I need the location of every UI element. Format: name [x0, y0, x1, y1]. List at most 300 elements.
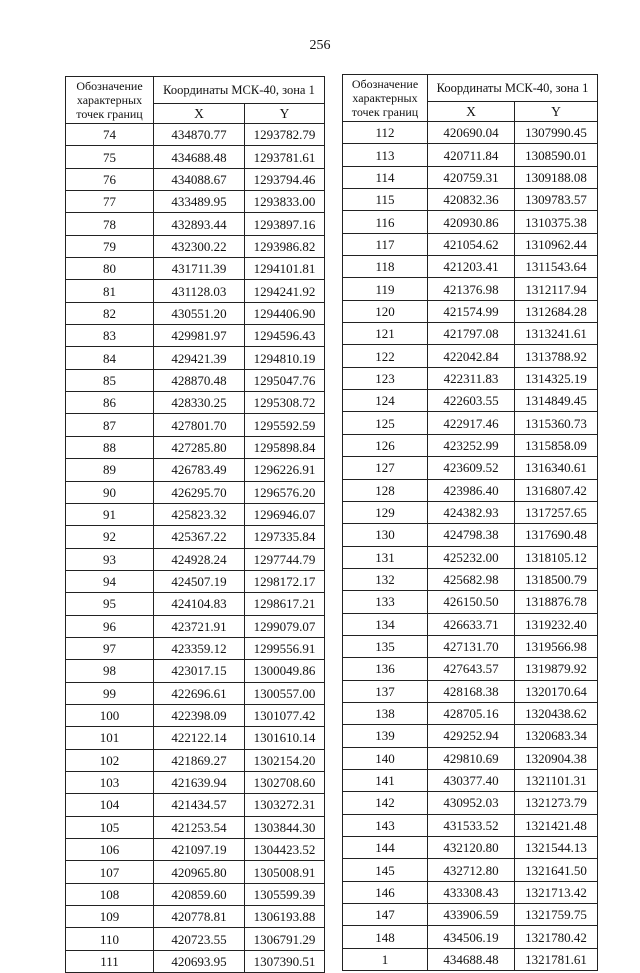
- y-coordinate-cell: 1298617.21: [245, 593, 325, 615]
- x-coordinate-cell: 423721.91: [154, 615, 245, 637]
- x-coordinate-cell: 430551.20: [154, 302, 245, 324]
- y-column-header: Y: [515, 102, 598, 122]
- table-row: [66, 950, 325, 972]
- table-row: [66, 503, 325, 525]
- x-coordinate-cell: 434088.67: [154, 168, 245, 190]
- y-coordinate-cell: 1294406.90: [245, 302, 325, 324]
- x-coordinate-cell: 427801.70: [154, 414, 245, 436]
- point-number-cell: 123: [343, 367, 428, 389]
- point-number-cell: 81: [66, 280, 154, 302]
- x-coordinate-cell: 428168.38: [428, 680, 515, 702]
- point-number-cell: 130: [343, 524, 428, 546]
- table-row: [343, 479, 598, 501]
- x-coordinate-cell: 420832.36: [428, 189, 515, 211]
- y-coordinate-cell: 1293897.16: [245, 213, 325, 235]
- y-coordinate-cell: 1313788.92: [515, 345, 598, 367]
- x-coordinate-cell: 421097.19: [154, 839, 245, 861]
- table-row: [343, 457, 598, 479]
- coordinates-table-right: [342, 74, 598, 971]
- table-row: [66, 414, 325, 436]
- y-coordinate-cell: 1293833.00: [245, 191, 325, 213]
- table-row: [66, 570, 325, 592]
- y-coordinate-cell: 1302708.60: [245, 771, 325, 793]
- y-coordinate-cell: 1301077.42: [245, 704, 325, 726]
- y-coordinate-cell: 1297744.79: [245, 548, 325, 570]
- y-coordinate-cell: 1321641.50: [515, 859, 598, 881]
- point-number-cell: 93: [66, 548, 154, 570]
- coordinates-table-left: [65, 76, 325, 973]
- point-number-cell: 146: [343, 881, 428, 903]
- table-row: [66, 124, 325, 146]
- table-row: [66, 258, 325, 280]
- x-coordinate-cell: 426783.49: [154, 459, 245, 481]
- page-number: 256: [309, 38, 331, 53]
- y-coordinate-cell: 1309188.08: [515, 166, 598, 188]
- x-coordinate-cell: 421434.57: [154, 794, 245, 816]
- x-column-header: X: [428, 102, 515, 122]
- y-coordinate-cell: 1319232.40: [515, 613, 598, 635]
- table-row: [343, 814, 598, 836]
- point-number-cell: 101: [66, 727, 154, 749]
- y-coordinate-cell: 1293986.82: [245, 235, 325, 257]
- point-number-cell: 91: [66, 503, 154, 525]
- table-row: [343, 390, 598, 412]
- x-coordinate-cell: 420723.55: [154, 928, 245, 950]
- point-number-cell: 142: [343, 792, 428, 814]
- table-row: [343, 591, 598, 613]
- point-number-cell: 1: [343, 948, 428, 970]
- x-coordinate-cell: 427131.70: [428, 635, 515, 657]
- x-coordinate-cell: 422042.84: [428, 345, 515, 367]
- table-row: [66, 839, 325, 861]
- table-row: [66, 302, 325, 324]
- y-coordinate-cell: 1304423.52: [245, 839, 325, 861]
- y-coordinate-cell: 1296226.91: [245, 459, 325, 481]
- x-coordinate-cell: 430377.40: [428, 769, 515, 791]
- table-row: [343, 702, 598, 724]
- y-coordinate-cell: 1293781.61: [245, 146, 325, 168]
- y-coordinate-cell: 1294101.81: [245, 258, 325, 280]
- table-row: [343, 323, 598, 345]
- x-coordinate-cell: 424507.19: [154, 570, 245, 592]
- x-coordinate-cell: 432300.22: [154, 235, 245, 257]
- y-coordinate-cell: 1317257.65: [515, 501, 598, 523]
- table-row: [343, 233, 598, 255]
- x-coordinate-cell: 422917.46: [428, 412, 515, 434]
- x-coordinate-cell: 421376.98: [428, 278, 515, 300]
- table-row: [343, 256, 598, 278]
- y-coordinate-cell: 1320170.64: [515, 680, 598, 702]
- x-coordinate-cell: 427643.57: [428, 658, 515, 680]
- y-coordinate-cell: 1316340.61: [515, 457, 598, 479]
- y-coordinate-cell: 1305008.91: [245, 861, 325, 883]
- y-coordinate-cell: 1307390.51: [245, 950, 325, 972]
- x-coordinate-cell: 421797.08: [428, 323, 515, 345]
- point-number-cell: 85: [66, 369, 154, 391]
- y-coordinate-cell: 1306193.88: [245, 906, 325, 928]
- x-coordinate-cell: 426633.71: [428, 613, 515, 635]
- x-column-header: X: [154, 104, 245, 124]
- point-number-cell: 148: [343, 926, 428, 948]
- point-number-cell: 90: [66, 481, 154, 503]
- point-number-cell: 132: [343, 568, 428, 590]
- y-coordinate-cell: 1315360.73: [515, 412, 598, 434]
- x-coordinate-cell: 420778.81: [154, 906, 245, 928]
- point-number-cell: 84: [66, 347, 154, 369]
- x-coordinate-cell: 425682.98: [428, 568, 515, 590]
- x-coordinate-cell: 431533.52: [428, 814, 515, 836]
- point-label-header: Обозначение характерных точек границ: [66, 77, 154, 124]
- table-row: [343, 345, 598, 367]
- y-coordinate-cell: 1300557.00: [245, 682, 325, 704]
- table-row: [343, 926, 598, 948]
- table-row: [343, 367, 598, 389]
- x-coordinate-cell: 429810.69: [428, 747, 515, 769]
- y-coordinate-cell: 1314325.19: [515, 367, 598, 389]
- point-number-cell: 127: [343, 457, 428, 479]
- table-row: [343, 144, 598, 166]
- y-coordinate-cell: 1308590.01: [515, 144, 598, 166]
- table-row: [66, 347, 325, 369]
- table-row: [66, 704, 325, 726]
- point-number-cell: 100: [66, 704, 154, 726]
- point-number-cell: 140: [343, 747, 428, 769]
- x-coordinate-cell: 429421.39: [154, 347, 245, 369]
- x-coordinate-cell: 431128.03: [154, 280, 245, 302]
- point-number-cell: 139: [343, 725, 428, 747]
- point-number-cell: 104: [66, 794, 154, 816]
- table-row: [343, 546, 598, 568]
- table-row: [343, 948, 598, 970]
- point-number-cell: 138: [343, 702, 428, 724]
- point-number-cell: 111: [66, 950, 154, 972]
- x-coordinate-cell: 420690.04: [428, 122, 515, 144]
- point-label-header: Обозначение характерных точек границ: [343, 75, 428, 122]
- y-coordinate-cell: 1293794.46: [245, 168, 325, 190]
- y-coordinate-cell: 1319566.98: [515, 635, 598, 657]
- table-row: [66, 548, 325, 570]
- y-coordinate-cell: 1310962.44: [515, 233, 598, 255]
- x-coordinate-cell: 421054.62: [428, 233, 515, 255]
- x-coordinate-cell: 428870.48: [154, 369, 245, 391]
- table-row: [66, 146, 325, 168]
- point-number-cell: 114: [343, 166, 428, 188]
- x-coordinate-cell: 423252.99: [428, 434, 515, 456]
- x-coordinate-cell: 429981.97: [154, 325, 245, 347]
- y-coordinate-cell: 1300049.86: [245, 660, 325, 682]
- x-coordinate-cell: 425367.22: [154, 526, 245, 548]
- point-number-cell: 80: [66, 258, 154, 280]
- table-row: [66, 816, 325, 838]
- x-coordinate-cell: 422398.09: [154, 704, 245, 726]
- point-number-cell: 129: [343, 501, 428, 523]
- table-row: [343, 769, 598, 791]
- y-coordinate-cell: 1299079.07: [245, 615, 325, 637]
- x-coordinate-cell: 432893.44: [154, 213, 245, 235]
- x-coordinate-cell: 420965.80: [154, 861, 245, 883]
- point-number-cell: 117: [343, 233, 428, 255]
- table-body-right: [343, 122, 598, 971]
- y-coordinate-cell: 1309783.57: [515, 189, 598, 211]
- y-column-header: Y: [245, 104, 325, 124]
- point-number-cell: 82: [66, 302, 154, 324]
- table-row: [66, 794, 325, 816]
- y-coordinate-cell: 1321421.48: [515, 814, 598, 836]
- table-row: [66, 928, 325, 950]
- table-row: [343, 211, 598, 233]
- x-coordinate-cell: 420711.84: [428, 144, 515, 166]
- table-row: [66, 883, 325, 905]
- x-coordinate-cell: 423359.12: [154, 637, 245, 659]
- x-coordinate-cell: 422122.14: [154, 727, 245, 749]
- x-coordinate-cell: 434688.48: [154, 146, 245, 168]
- x-coordinate-cell: 428330.25: [154, 392, 245, 414]
- x-coordinate-cell: 422696.61: [154, 682, 245, 704]
- y-coordinate-cell: 1310375.38: [515, 211, 598, 233]
- point-number-cell: 112: [343, 122, 428, 144]
- x-coordinate-cell: 433308.43: [428, 881, 515, 903]
- table-row: [66, 325, 325, 347]
- x-coordinate-cell: 423017.15: [154, 660, 245, 682]
- point-number-cell: 134: [343, 613, 428, 635]
- x-coordinate-cell: 424104.83: [154, 593, 245, 615]
- table-row: [66, 727, 325, 749]
- y-coordinate-cell: 1313241.61: [515, 323, 598, 345]
- point-number-cell: 133: [343, 591, 428, 613]
- x-coordinate-cell: 424382.93: [428, 501, 515, 523]
- y-coordinate-cell: 1318105.12: [515, 546, 598, 568]
- table-row: [343, 524, 598, 546]
- y-coordinate-cell: 1294596.43: [245, 325, 325, 347]
- point-number-cell: 116: [343, 211, 428, 233]
- x-coordinate-cell: 426150.50: [428, 591, 515, 613]
- point-number-cell: 96: [66, 615, 154, 637]
- table-row: [66, 436, 325, 458]
- table-row: [343, 122, 598, 144]
- point-number-cell: 75: [66, 146, 154, 168]
- y-coordinate-cell: 1321713.42: [515, 881, 598, 903]
- point-number-cell: 83: [66, 325, 154, 347]
- point-number-cell: 125: [343, 412, 428, 434]
- x-coordinate-cell: 423986.40: [428, 479, 515, 501]
- x-coordinate-cell: 433906.59: [428, 904, 515, 926]
- table-row: [343, 658, 598, 680]
- table-row: [343, 635, 598, 657]
- y-coordinate-cell: 1314849.45: [515, 390, 598, 412]
- y-coordinate-cell: 1321101.31: [515, 769, 598, 791]
- y-coordinate-cell: 1293782.79: [245, 124, 325, 146]
- x-coordinate-cell: 425823.32: [154, 503, 245, 525]
- point-number-cell: 78: [66, 213, 154, 235]
- y-coordinate-cell: 1321759.75: [515, 904, 598, 926]
- point-number-cell: 77: [66, 191, 154, 213]
- x-coordinate-cell: 431711.39: [154, 258, 245, 280]
- point-number-cell: 118: [343, 256, 428, 278]
- point-number-cell: 128: [343, 479, 428, 501]
- point-number-cell: 89: [66, 459, 154, 481]
- y-coordinate-cell: 1316807.42: [515, 479, 598, 501]
- point-number-cell: 103: [66, 771, 154, 793]
- table-row: [343, 613, 598, 635]
- point-number-cell: 95: [66, 593, 154, 615]
- point-number-cell: 99: [66, 682, 154, 704]
- table-row: [343, 904, 598, 926]
- table-row: [343, 278, 598, 300]
- y-coordinate-cell: 1311543.64: [515, 256, 598, 278]
- table-row: [66, 459, 325, 481]
- y-coordinate-cell: 1302154.20: [245, 749, 325, 771]
- point-number-cell: 145: [343, 859, 428, 881]
- x-coordinate-cell: 421203.41: [428, 256, 515, 278]
- point-number-cell: 86: [66, 392, 154, 414]
- x-coordinate-cell: 421869.27: [154, 749, 245, 771]
- x-coordinate-cell: 420930.86: [428, 211, 515, 233]
- y-coordinate-cell: 1317690.48: [515, 524, 598, 546]
- table-row: [66, 481, 325, 503]
- x-coordinate-cell: 432712.80: [428, 859, 515, 881]
- table-row: [343, 837, 598, 859]
- x-coordinate-cell: 426295.70: [154, 481, 245, 503]
- point-number-cell: 108: [66, 883, 154, 905]
- table-row: [66, 235, 325, 257]
- point-number-cell: 87: [66, 414, 154, 436]
- y-coordinate-cell: 1315858.09: [515, 434, 598, 456]
- point-number-cell: 98: [66, 660, 154, 682]
- table-row: [66, 593, 325, 615]
- y-coordinate-cell: 1295898.84: [245, 436, 325, 458]
- x-coordinate-cell: 429252.94: [428, 725, 515, 747]
- table-row: [343, 434, 598, 456]
- y-coordinate-cell: 1320904.38: [515, 747, 598, 769]
- point-number-cell: 115: [343, 189, 428, 211]
- point-number-cell: 94: [66, 570, 154, 592]
- table-row: [343, 725, 598, 747]
- table-row: [66, 526, 325, 548]
- table-row: [343, 166, 598, 188]
- y-coordinate-cell: 1296576.20: [245, 481, 325, 503]
- point-number-cell: 107: [66, 861, 154, 883]
- table-row: [66, 369, 325, 391]
- y-coordinate-cell: 1306791.29: [245, 928, 325, 950]
- table-row: [343, 792, 598, 814]
- x-coordinate-cell: 423609.52: [428, 457, 515, 479]
- y-coordinate-cell: 1318876.78: [515, 591, 598, 613]
- point-number-cell: 122: [343, 345, 428, 367]
- y-coordinate-cell: 1303272.31: [245, 794, 325, 816]
- point-number-cell: 74: [66, 124, 154, 146]
- table-row: [343, 300, 598, 322]
- point-number-cell: 102: [66, 749, 154, 771]
- point-number-cell: 113: [343, 144, 428, 166]
- y-coordinate-cell: 1320683.34: [515, 725, 598, 747]
- table-row: [66, 682, 325, 704]
- point-number-cell: 88: [66, 436, 154, 458]
- point-number-cell: 92: [66, 526, 154, 548]
- y-coordinate-cell: 1296946.07: [245, 503, 325, 525]
- table-body-left: [66, 124, 325, 973]
- y-coordinate-cell: 1312117.94: [515, 278, 598, 300]
- point-number-cell: 141: [343, 769, 428, 791]
- table-row: [343, 881, 598, 903]
- point-number-cell: 119: [343, 278, 428, 300]
- coordinates-system-header: Координаты МСК-40, зона 1: [428, 75, 598, 102]
- y-coordinate-cell: 1295047.76: [245, 369, 325, 391]
- x-coordinate-cell: 420693.95: [154, 950, 245, 972]
- x-coordinate-cell: 432120.80: [428, 837, 515, 859]
- y-coordinate-cell: 1321780.42: [515, 926, 598, 948]
- x-coordinate-cell: 421253.54: [154, 816, 245, 838]
- x-coordinate-cell: 421574.99: [428, 300, 515, 322]
- table-row: [66, 213, 325, 235]
- x-coordinate-cell: 430952.03: [428, 792, 515, 814]
- table-row: [343, 189, 598, 211]
- table-row: [66, 168, 325, 190]
- x-coordinate-cell: 420759.31: [428, 166, 515, 188]
- table-row: [66, 615, 325, 637]
- point-number-cell: 126: [343, 434, 428, 456]
- table-row: [343, 747, 598, 769]
- y-coordinate-cell: 1318500.79: [515, 568, 598, 590]
- point-number-cell: 97: [66, 637, 154, 659]
- point-number-cell: 124: [343, 390, 428, 412]
- y-coordinate-cell: 1321781.61: [515, 948, 598, 970]
- y-coordinate-cell: 1301610.14: [245, 727, 325, 749]
- y-coordinate-cell: 1305599.39: [245, 883, 325, 905]
- x-coordinate-cell: 427285.80: [154, 436, 245, 458]
- table-row: [66, 906, 325, 928]
- point-number-cell: 79: [66, 235, 154, 257]
- x-coordinate-cell: 422603.55: [428, 390, 515, 412]
- y-coordinate-cell: 1295308.72: [245, 392, 325, 414]
- x-coordinate-cell: 428705.16: [428, 702, 515, 724]
- point-number-cell: 76: [66, 168, 154, 190]
- point-number-cell: 120: [343, 300, 428, 322]
- table-row: [343, 859, 598, 881]
- x-coordinate-cell: 434870.77: [154, 124, 245, 146]
- y-coordinate-cell: 1295592.59: [245, 414, 325, 436]
- y-coordinate-cell: 1319879.92: [515, 658, 598, 680]
- point-number-cell: 136: [343, 658, 428, 680]
- y-coordinate-cell: 1297335.84: [245, 526, 325, 548]
- x-coordinate-cell: 434688.48: [428, 948, 515, 970]
- y-coordinate-cell: 1307990.45: [515, 122, 598, 144]
- point-number-cell: 110: [66, 928, 154, 950]
- coordinates-system-header: Координаты МСК-40, зона 1: [154, 77, 325, 104]
- point-number-cell: 137: [343, 680, 428, 702]
- y-coordinate-cell: 1294241.92: [245, 280, 325, 302]
- x-coordinate-cell: 425232.00: [428, 546, 515, 568]
- x-coordinate-cell: 421639.94: [154, 771, 245, 793]
- x-coordinate-cell: 424798.38: [428, 524, 515, 546]
- table-row: [66, 191, 325, 213]
- table-row: [343, 412, 598, 434]
- y-coordinate-cell: 1320438.62: [515, 702, 598, 724]
- x-coordinate-cell: 424928.24: [154, 548, 245, 570]
- table-row: [66, 861, 325, 883]
- table-row: [343, 568, 598, 590]
- table-row: [66, 749, 325, 771]
- y-coordinate-cell: 1298172.17: [245, 570, 325, 592]
- y-coordinate-cell: 1299556.91: [245, 637, 325, 659]
- table-row: [343, 501, 598, 523]
- table-row: [66, 280, 325, 302]
- y-coordinate-cell: 1294810.19: [245, 347, 325, 369]
- point-number-cell: 106: [66, 839, 154, 861]
- x-coordinate-cell: 434506.19: [428, 926, 515, 948]
- point-number-cell: 143: [343, 814, 428, 836]
- y-coordinate-cell: 1321544.13: [515, 837, 598, 859]
- y-coordinate-cell: 1312684.28: [515, 300, 598, 322]
